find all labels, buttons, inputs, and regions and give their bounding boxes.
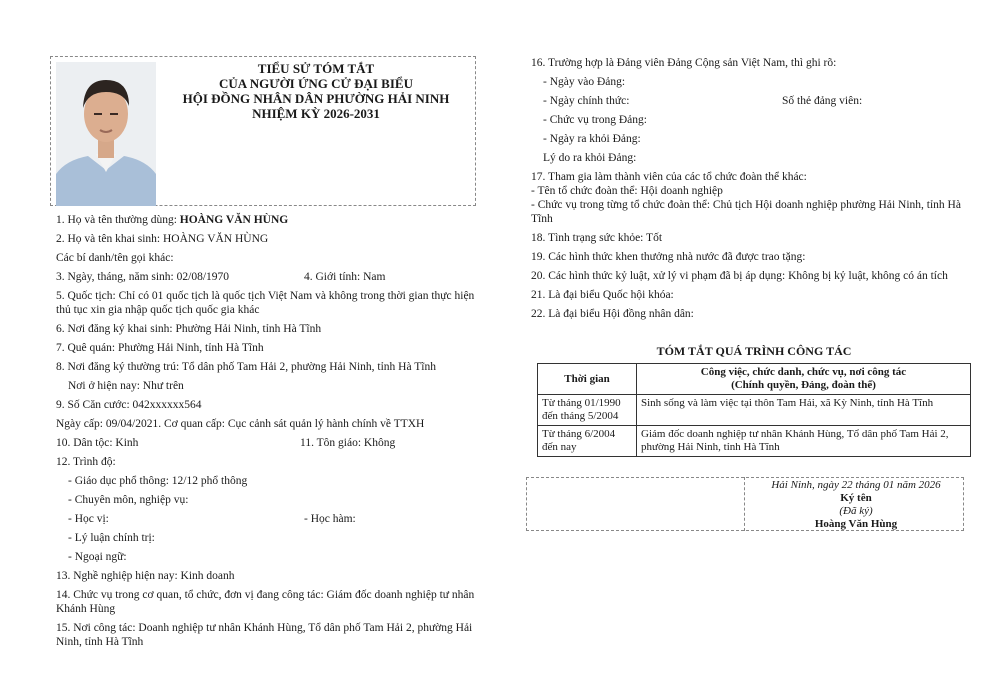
row-time-to: đến nay [542,441,577,453]
row-description: Giám đốc doanh nghiệp tư nhân Khánh Hùng, Tổ dân phố Tam Hải 2, phường Hải Ninh, tỉnh Hà Tĩnh [637,426,971,457]
field-national-assembly: 21. Là đại biểu Quốc hội khóa: [531,289,674,301]
doc-title-line-2: CỦA NGƯỜI ỨNG CỬ ĐẠI BIỂU [219,76,413,91]
org-position: - Chức vụ trong từng tổ chức đoàn thể: Chủ tịch Hội doanh nghiệp phường Hải Ninh, tỉnh Hà Tĩnh [531,199,961,225]
row-time-to: đến tháng 5/2004 [542,410,619,422]
field-alias: Các bí danh/tên gọi khác: [56,252,174,264]
field-birthdate: 3. Ngày, tháng, năm sinh: 02/08/1970 [56,271,230,283]
signature-name: Hoàng Văn Hùng [814,518,898,530]
field-organizations: 17. Tham gia làm thành viên của các tổ chức đoàn thể khác: [531,171,807,183]
party-join-date: - Ngày vào Đảng: [543,76,626,88]
table-row [538,395,971,426]
field-peoples-council: 22. Là đại biểu Hội đồng nhân dân: [531,308,694,320]
field-awards: 19. Các hình thức khen thưởng nhà nước đã được trao tặng: [531,251,806,263]
edu-degree: - Học vị: [68,513,109,525]
field-party: 16. Trường hợp là Đảng viên Đảng Cộng sản Việt Nam, thì ghi rõ: [531,57,837,69]
field-common-name-label: 1. Họ và tên thường dùng: [56,214,180,226]
row-description: Sinh sống và làm việc tại thôn Tam Hải, xã Kỳ Ninh, tỉnh Hà Tĩnh [637,395,971,426]
field-workplace: 15. Nơi công tác: Doanh nghiệp tư nhân Khánh Hùng, Tổ dân phố Tam Hải 2, phường Hải Ninh, tỉnh Hà Tĩnh [56,622,473,648]
signature-signed: (Đã ký) [839,505,873,517]
party-position: - Chức vụ trong Đảng: [543,114,647,126]
field-hometown: 7. Quê quán: Phường Hải Ninh, tỉnh Hà Tĩnh [56,342,264,354]
party-leave-reason: Lý do ra khỏi Đảng: [543,152,637,164]
table-row [538,426,971,457]
field-religion: 11. Tôn giáo: Không [300,437,396,449]
edu-general: - Giáo dục phổ thông: 12/12 phổ thông [68,475,248,487]
doc-title-line-3: HỘI ĐỒNG NHÂN DÂN PHƯỜNG HẢI NINH [182,91,450,106]
portrait-photo [56,62,156,206]
row-time-from: Từ tháng 6/2004 [542,428,616,440]
row-time [538,395,637,426]
field-occupation: 13. Nghề nghiệp hiện nay: Kinh doanh [56,570,235,582]
col-time-header: Thời gian [538,364,637,395]
field-birth-registration: 6. Nơi đăng ký khai sinh: Phường Hải Ninh, tỉnh Hà Tĩnh [56,323,322,335]
field-birth-name: 2. Họ và tên khai sinh: HOÀNG VĂN HÙNG [56,233,269,245]
field-permanent-address: 8. Nơi đăng ký thường trú: Tổ dân phố Tam Hải 2, phường Hải Ninh, tỉnh Hà Tĩnh [56,361,436,373]
field-discipline: 20. Các hình thức kỷ luật, xử lý vi phạm đã bị áp dụng: Không bị kỷ luật, không có án tích [531,270,948,282]
field-education: 12. Trình độ: [56,456,116,468]
field-common-name-value: HOÀNG VĂN HÙNG [179,214,289,226]
edu-language: - Ngoại ngữ: [68,551,127,563]
doc-title-line-1: TIỂU SỬ TÓM TẮT [257,61,375,76]
col-work-header [637,364,971,395]
row-time [538,426,637,457]
signature-label: Ký tên [840,492,872,504]
table-header-row [538,364,971,395]
doc-title-line-4: NHIỆM KỲ 2026-2031 [252,106,380,121]
work-history-table [537,363,971,457]
party-official-date: - Ngày chính thức: [543,95,630,107]
field-health: 18. Tình trạng sức khỏe: Tốt [531,232,663,244]
field-position: 14. Chức vụ trong cơ quan, tổ chức, đơn vị đang công tác: Giám đốc doanh nghiệp tư nhân Khánh Hùng [56,589,475,615]
field-nationality: 5. Quốc tịch: Chỉ có 01 quốc tịch là quốc tịch Việt Nam và không trong thời gian thực hiện thủ tục xin gia nhập quốc tịch quốc gia khác [56,290,475,316]
field-gender: 4. Giới tính: Nam [304,271,386,283]
org-name: - Tên tổ chức đoàn thể: Hội doanh nghiệp [531,185,723,197]
edu-academic-title: - Học hàm: [304,513,356,525]
field-id-number: 9. Số Căn cước: 042xxxxxx564 [56,399,202,411]
party-leave-date: - Ngày ra khỏi Đảng: [543,133,641,145]
party-card-number: Số thẻ đảng viên: [782,95,863,107]
col-work-header-line-2: (Chính quyền, Đảng, đoàn thể) [731,379,876,391]
field-id-issue: Ngày cấp: 09/04/2021. Cơ quan cấp: Cục cảnh sát quản lý hành chính về TTXH [56,418,425,430]
col-work-header-line-1: Công việc, chức danh, chức vụ, nơi công tác [700,366,907,378]
field-current-residence: Nơi ở hiện nay: Như trên [68,380,184,392]
work-history-heading: TÓM TẮT QUÁ TRÌNH CÔNG TÁC [656,344,852,358]
field-ethnicity: 10. Dân tộc: Kinh [56,437,139,449]
edu-specialty: - Chuyên môn, nghiệp vụ: [68,494,189,506]
signature-divider [744,477,745,531]
edu-political: - Lý luận chính trị: [68,532,155,544]
signature-place-date: Hải Ninh, ngày 22 tháng 01 năm 2026 [771,479,941,491]
field-common-name [56,213,288,227]
row-time-from: Từ tháng 01/1990 [542,397,621,409]
